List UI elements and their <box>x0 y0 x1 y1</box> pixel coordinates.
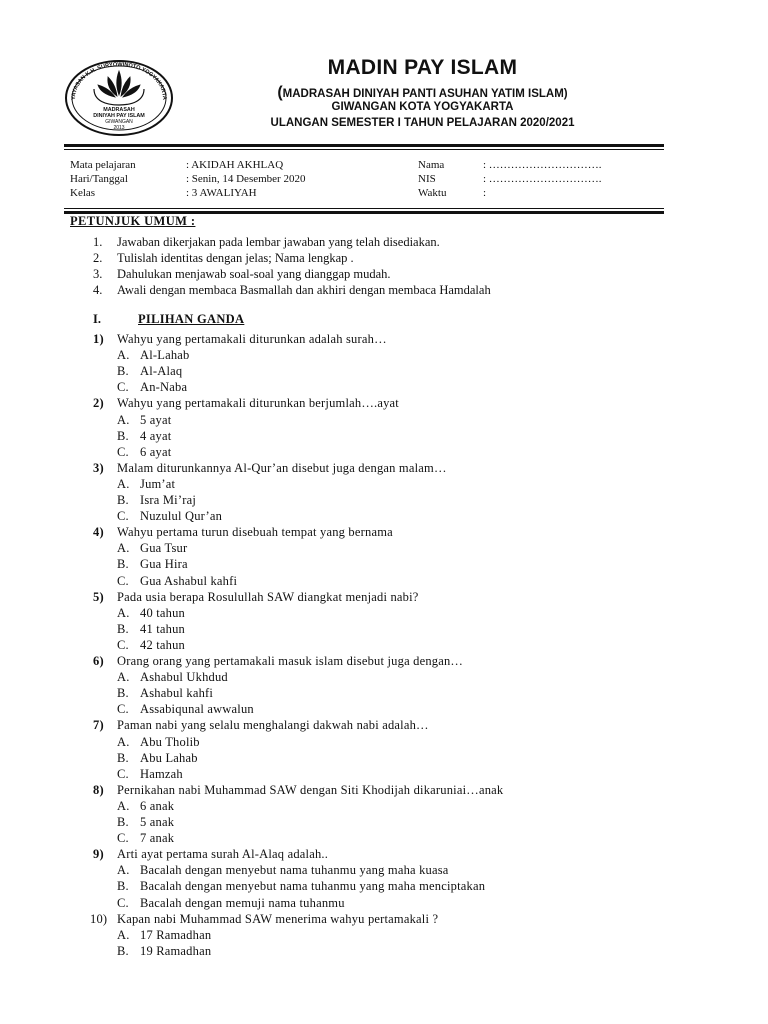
option-text: 5 ayat <box>140 413 172 427</box>
school-city: GIWANGAN KOTA YOGYAKARTA <box>331 101 514 113</box>
option-text: Gua Hira <box>140 557 188 571</box>
option-text: 42 tahun <box>140 638 185 652</box>
option-letter: A. <box>117 670 130 684</box>
option-text: Assabiqunal awwalun <box>140 702 254 716</box>
section-title: PILIHAN GANDA <box>138 312 245 326</box>
nis-value: : …………………………. <box>483 173 602 185</box>
option-letter: B. <box>117 686 129 700</box>
option-text: Bacalah dengan menyebut nama tuhanmu yang maha kuasa <box>140 863 449 877</box>
logo-arc-text: YAYASAN K.H. SURYOWINOTO YOGYAKARTA <box>70 61 168 101</box>
question-number: 6) <box>93 654 104 668</box>
question-number: 7) <box>93 718 104 732</box>
question-number: 1) <box>93 332 104 346</box>
option-text: Hamzah <box>140 767 183 781</box>
option-text: 7 anak <box>140 831 175 845</box>
petunjuk-item-number: 3. <box>93 267 103 281</box>
kelas-label: Kelas <box>70 187 96 199</box>
option-text: Ashabul kahfi <box>140 686 214 700</box>
option-text: Gua Ashabul kahfi <box>140 574 238 588</box>
hari-value: : Senin, 14 Desember 2020 <box>186 173 306 185</box>
question-text: Wahyu pertama turun disebuah tempat yang bernama <box>117 525 393 539</box>
option-letter: A. <box>117 928 130 942</box>
option-text: 6 ayat <box>140 445 172 459</box>
option-text: 19 Ramadhan <box>140 944 212 958</box>
option-text: Nuzulul Qur’an <box>140 509 223 523</box>
nis-label: NIS <box>418 173 436 185</box>
question-text: Malam diturunkannya Al-Qur’an disebut juga dengan malam… <box>117 461 447 475</box>
option-text: 4 ayat <box>140 429 172 443</box>
option-letter: B. <box>117 429 129 443</box>
option-letter: A. <box>117 863 130 877</box>
logo-line1: MADRASAH <box>103 107 135 113</box>
header-rule-thin <box>64 149 664 150</box>
header-rule-thick <box>64 144 664 147</box>
logo-line3: GIWANGAN <box>105 119 133 125</box>
question-text: Kapan nabi Muhammad SAW menerima wahyu pertamakali ? <box>117 912 439 926</box>
petunjuk-item-text: Dahulukan menjawab soal-soal yang dianggap mudah. <box>117 267 391 281</box>
option-letter: C. <box>117 896 129 910</box>
logo-line2: DINIYAH PAY ISLAM <box>93 113 145 119</box>
option-text: Bacalah dengan menyebut nama tuhanmu yang maha menciptakan <box>140 879 486 893</box>
option-letter: A. <box>117 606 130 620</box>
option-text: Bacalah dengan memuji nama tuhanmu <box>140 896 345 910</box>
question-number: 3) <box>93 461 104 475</box>
option-text: Jum’at <box>140 477 176 491</box>
section-number: I. <box>93 312 101 326</box>
option-letter: B. <box>117 622 129 636</box>
waktu-value: : <box>483 187 487 199</box>
question-text: Pernikahan nabi Muhammad SAW dengan Siti Khodijah dikaruniai…anak <box>117 783 504 797</box>
question-text: Orang orang yang pertamakali masuk islam disebut juga dengan… <box>117 654 464 668</box>
option-letter: C. <box>117 831 129 845</box>
question-number: 8) <box>93 783 104 797</box>
nama-value: : …………………………. <box>483 159 602 171</box>
hari-label: Hari/Tanggal <box>70 173 128 185</box>
option-text: 5 anak <box>140 815 175 829</box>
option-letter: C. <box>117 380 129 394</box>
question-number: 4) <box>93 525 104 539</box>
option-letter: B. <box>117 944 129 958</box>
question-number: 9) <box>93 847 104 861</box>
question-text: Arti ayat pertama surah Al-Alaq adalah.. <box>117 847 329 861</box>
option-text: Gua Tsur <box>140 541 188 555</box>
question-text: Wahyu yang pertamakali diturunkan berjumlah….ayat <box>117 396 399 410</box>
option-text: 6 anak <box>140 799 175 813</box>
option-letter: B. <box>117 751 129 765</box>
question-text: Paman nabi yang selalu menghalangi dakwah nabi adalah… <box>117 718 429 732</box>
option-letter: A. <box>117 477 130 491</box>
option-letter: A. <box>117 541 130 555</box>
option-letter: B. <box>117 879 129 893</box>
school-name: MADIN PAY ISLAM <box>327 56 518 79</box>
option-letter: B. <box>117 364 129 378</box>
petunjuk-item-number: 4. <box>93 283 103 297</box>
option-text: Al-Lahab <box>140 348 190 362</box>
option-letter: C. <box>117 445 129 459</box>
question-text: Pada usia berapa Rosulullah SAW diangkat menjadi nabi? <box>117 590 419 604</box>
option-text: 40 tahun <box>140 606 185 620</box>
petunjuk-item-text: Tulislah identitas dengan jelas; Nama lengkap . <box>117 251 354 265</box>
option-letter: C. <box>117 509 129 523</box>
option-text: Abu Lahab <box>140 751 198 765</box>
question-number: 10) <box>90 912 108 926</box>
option-letter: B. <box>117 493 129 507</box>
petunjuk-title: PETUNJUK UMUM : <box>70 214 196 228</box>
petunjuk-item-number: 1. <box>93 235 103 249</box>
option-letter: A. <box>117 348 130 362</box>
nama-label: Nama <box>418 159 445 171</box>
madrasah-logo <box>64 59 174 137</box>
paren-open: ( <box>277 84 283 101</box>
petunjuk-item-text: Jawaban dikerjakan pada lembar jawaban yang telah disediakan. <box>117 235 440 249</box>
option-letter: C. <box>117 638 129 652</box>
exam-title: ULANGAN SEMESTER I TAHUN PELAJARAN 2020/2021 <box>270 117 575 129</box>
info-rule-thin <box>64 208 664 209</box>
mapel-value: : AKIDAH AKHLAQ <box>186 159 284 171</box>
waktu-label: Waktu <box>418 187 447 199</box>
petunjuk-item-text: Awali dengan membaca Basmallah dan akhiri dengan membaca Hamdalah <box>117 283 491 297</box>
mapel-label: Mata pelajaran <box>70 159 136 171</box>
question-number: 5) <box>93 590 104 604</box>
option-text: Isra Mi’raj <box>140 493 196 507</box>
option-text: 41 tahun <box>140 622 185 636</box>
option-letter: B. <box>117 557 129 571</box>
long-name-text: MADRASAH DINIYAH PANTI ASUHAN YATIM ISLAM) <box>282 88 568 100</box>
option-letter: A. <box>117 799 130 813</box>
option-letter: C. <box>117 574 129 588</box>
option-text: Abu Tholib <box>140 735 200 749</box>
option-text: Al-Alaq <box>140 364 183 378</box>
logo-year: 2013 <box>113 125 125 131</box>
question-text: Wahyu yang pertamakali diturunkan adalah surah… <box>117 332 387 346</box>
option-text: 17 Ramadhan <box>140 928 212 942</box>
option-letter: C. <box>117 767 129 781</box>
question-number: 2) <box>93 396 104 410</box>
petunjuk-item-number: 2. <box>93 251 103 265</box>
option-text: An-Naba <box>140 380 188 394</box>
option-letter: B. <box>117 815 129 829</box>
option-letter: C. <box>117 702 129 716</box>
option-letter: A. <box>117 735 130 749</box>
school-long-name <box>200 84 645 102</box>
kelas-value: : 3 AWALIYAH <box>186 187 257 199</box>
option-letter: A. <box>117 413 130 427</box>
option-text: Ashabul Ukhdud <box>140 670 228 684</box>
